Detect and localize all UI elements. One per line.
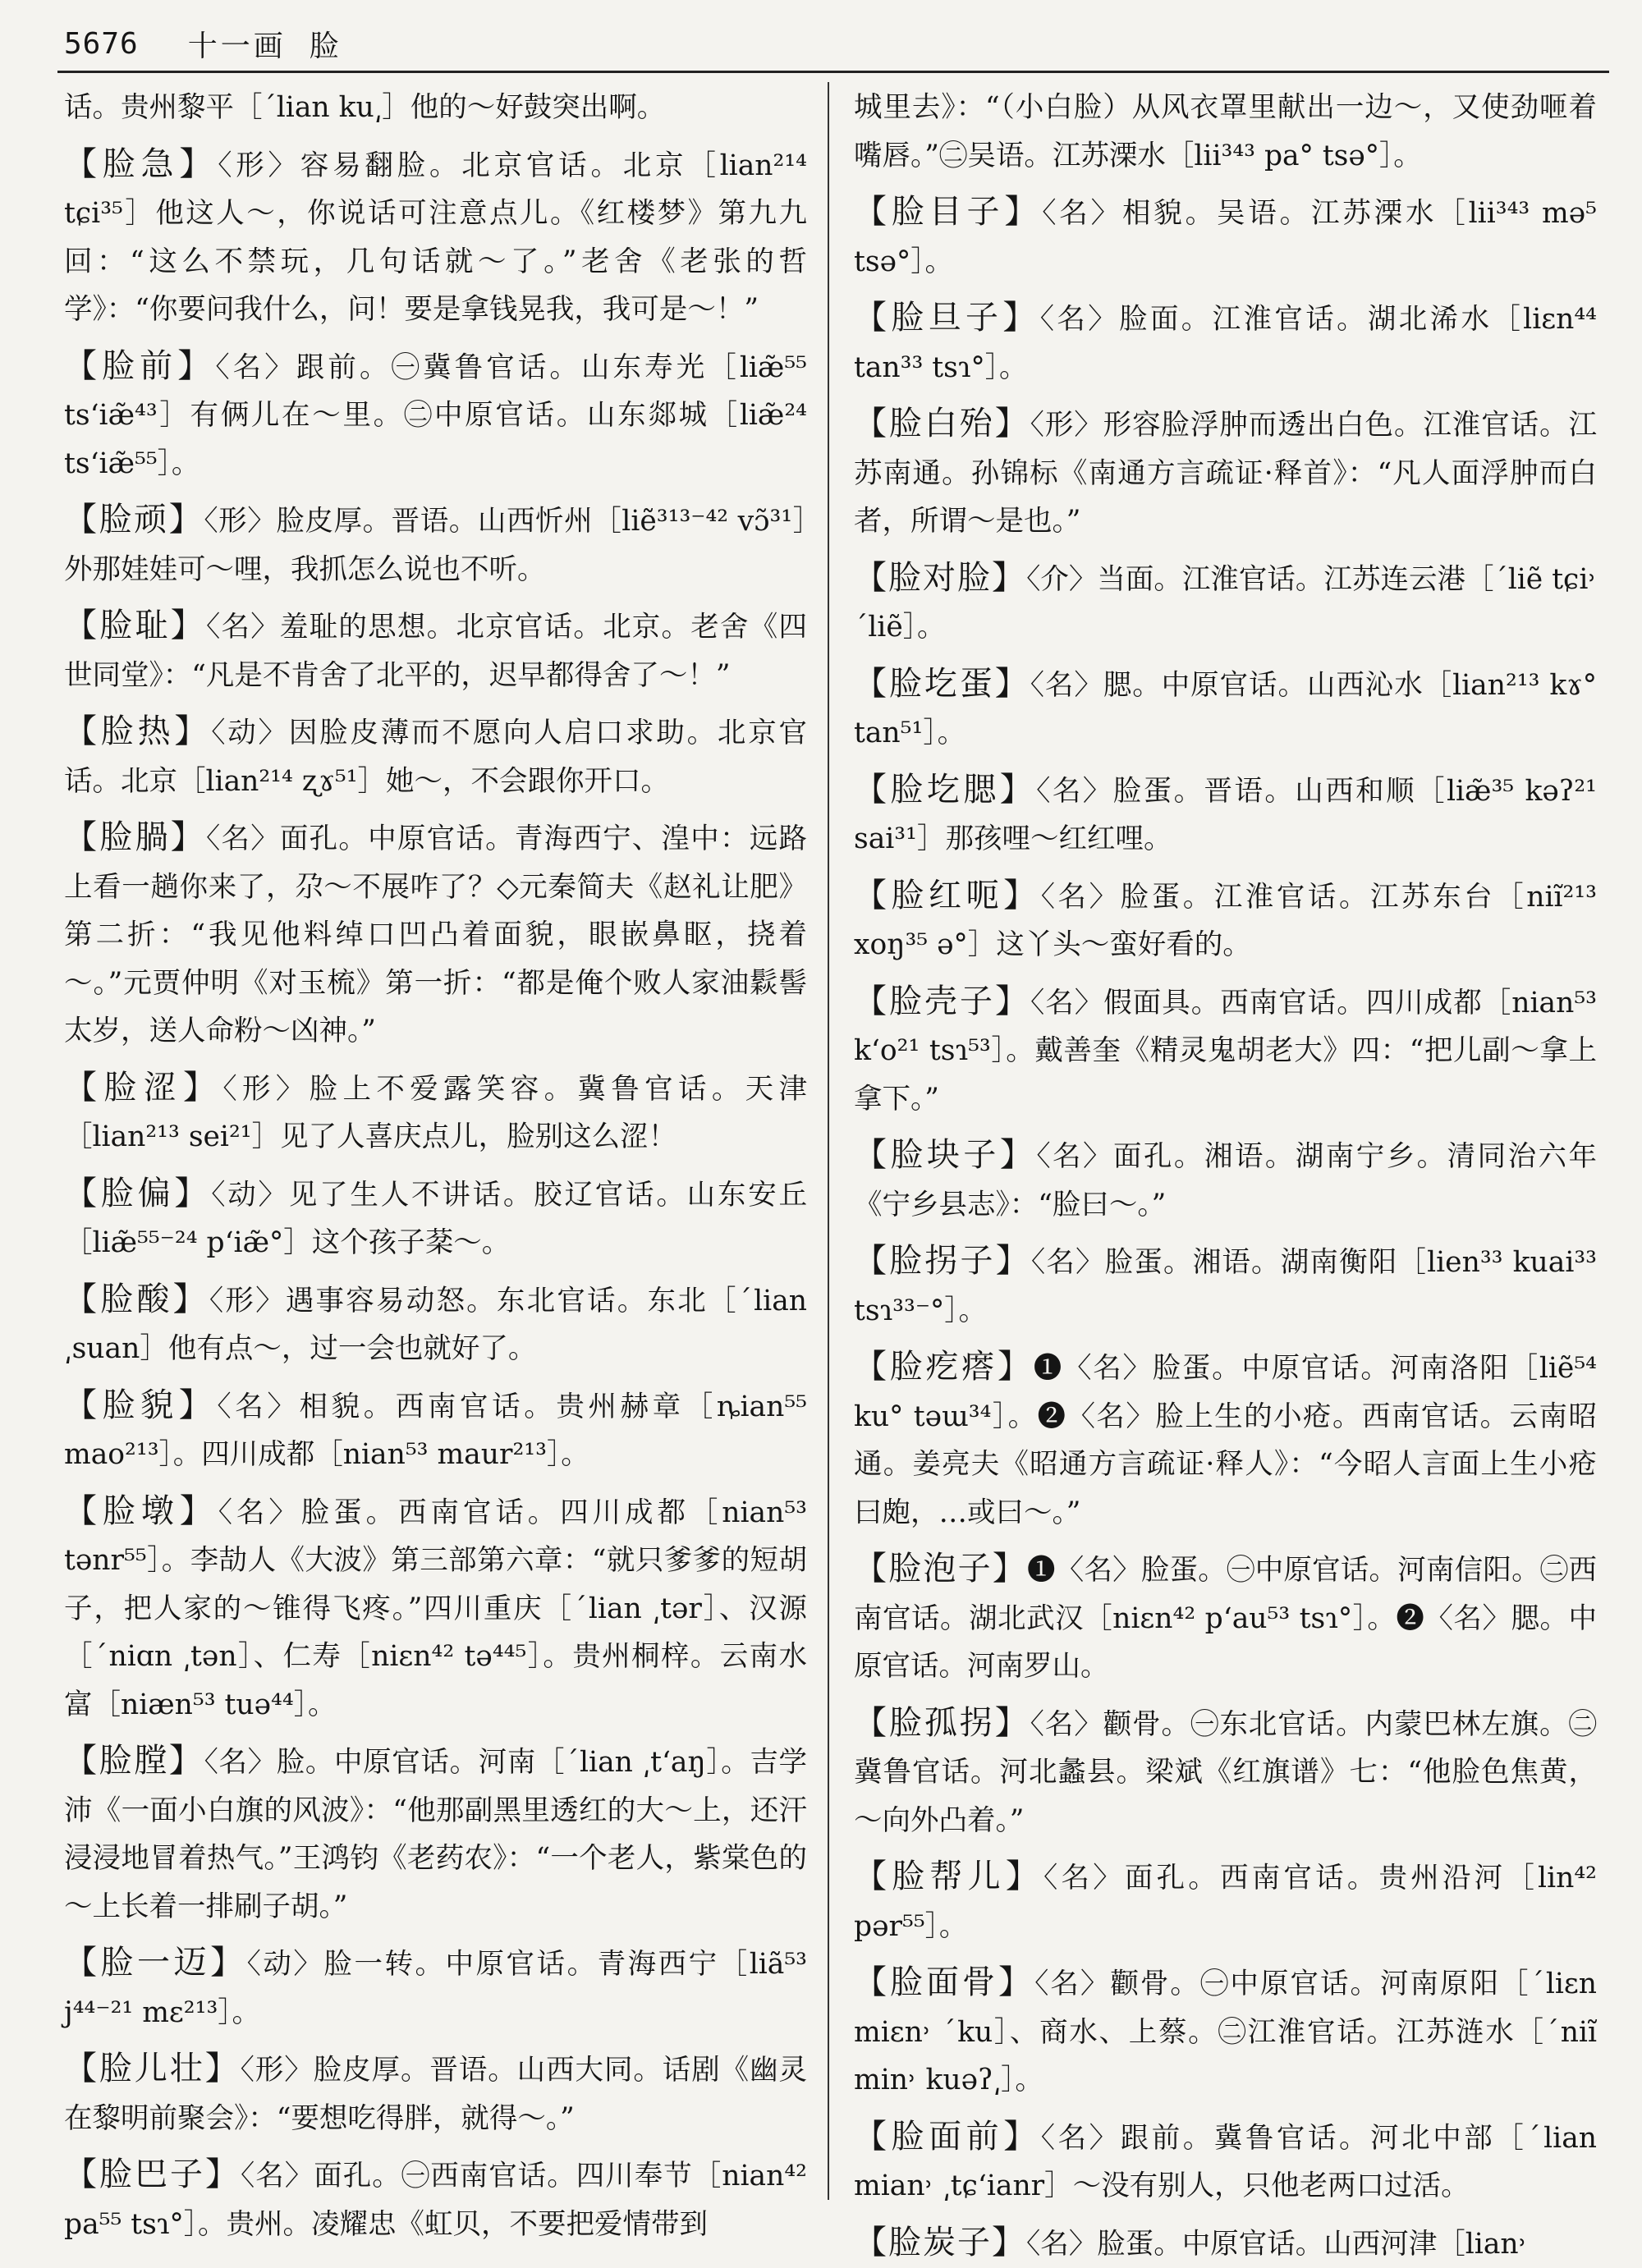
- entry-headword: 【脸拐子】: [854, 1242, 1031, 1280]
- entry-definition: 〈名〉跟前。㊀冀鲁官话。山东寿光［liæ̃⁵⁵ ts‘iæ̃⁴³］有俩儿在～里。㊁中原官话。山东郯城［liæ̃²⁴ ts‘iæ̃⁵⁵］。: [64, 351, 807, 480]
- entry-definition: 〈动〉见了生人不讲话。胶辽官话。山东安丘［liæ̃⁵⁵⁻²⁴ p‘iæ̃°］这个孩子棻～。: [64, 1179, 807, 1260]
- dictionary-entry: [854, 660, 1597, 758]
- entry-headword: 【脸炭子】: [854, 2224, 1026, 2261]
- right-column: [854, 82, 1597, 2208]
- entry-headword: 【脸貌】: [64, 1386, 217, 1424]
- dictionary-entry: [854, 1343, 1597, 1537]
- column-divider: [828, 82, 829, 2200]
- entry-headword: 【脸帮儿】: [854, 1858, 1043, 1895]
- entry-definition: 〈名〉相貌。吴语。江苏溧水［lii³⁴³ mə⁵ tsə°］。: [854, 197, 1597, 278]
- entry-definition: 话。贵州黎平［ˊlian ku͵］他的～好鼓突出啊。: [64, 91, 665, 124]
- entry-definition: 〈形〉形容脸浮肿而透出白色。江淮官话。江苏南通。孙锦标《南通方言疏证·释首》：“凡人面浮肿而白者，所谓～是也。”: [854, 409, 1597, 538]
- entry-headword: 【脸目子】: [854, 193, 1042, 231]
- dictionary-entry: [64, 2045, 807, 2142]
- entry-definition: 〈介〉当面。江淮官话。江苏连云港［ˊliẽ tɕi˒ ˊliẽ］。: [854, 563, 1597, 644]
- dictionary-entry: [854, 2219, 1597, 2268]
- entry-headword: 【脸壳子】: [854, 983, 1030, 1020]
- dictionary-entry: [854, 294, 1597, 392]
- dictionary-entry: [854, 1545, 1597, 1691]
- page-number: 5676: [64, 27, 139, 61]
- entry-headword: 【脸偏】: [64, 1175, 211, 1212]
- entry-definition: 〈名〉脸蛋。晋语。山西和顺［liæ̃³⁵ kəʔ²¹ sai³¹］那孩哩～红红哩。: [854, 775, 1597, 856]
- entry-definition: 〈名〉脸面。江淮官话。湖北浠水［liɛn⁴⁴ tan³³ tsɿ°］。: [854, 303, 1597, 384]
- entry-definition: 〈名〉颧骨。㊀东北官话。内蒙巴林左旗。㊁冀鲁官话。河北蠡县。梁斌《红旗谱》七：“他脸色焦黄，～向外凸着。”: [854, 1708, 1597, 1837]
- dictionary-entry: [64, 1737, 807, 1931]
- entry-definition: 〈动〉因脸皮薄而不愿向人启口求助。北京官话。北京［lian²¹⁴ ʐɤ⁵¹］她～，不会跟你开口。: [64, 717, 807, 798]
- entry-definition: 〈名〉腮。中原官话。山西沁水［lian²¹³ kɤ° tan⁵¹］。: [854, 669, 1597, 750]
- dictionary-entry: [854, 2113, 1597, 2211]
- entry-definition: 〈名〉脸蛋。湘语。湖南衡阳［lien³³ kuai³³ tsɿ³³⁻°］。: [854, 1246, 1597, 1327]
- entry-headword: 【脸圪蛋】: [854, 665, 1030, 703]
- dictionary-entry: [854, 978, 1597, 1124]
- entry-definition: 〈名〉颧骨。㊀中原官话。河南原阳［ˊliɛn miɛn˒ ˊku］、商水、上蔡。㊁江淮官话。江苏涟水［ˊniĩ min˒ kuəʔ͵］。: [854, 1968, 1597, 2096]
- entry-definition: 〈名〉面孔。㊀西南官话。四川奉节［nian⁴² pa⁵⁵ tsɿ°］。贵州。凌耀忠《虹贝，不要把爱情带到: [64, 2160, 807, 2241]
- entry-headword: 【脸儿壮】: [64, 2050, 241, 2087]
- entry-headword: 【脸急】: [64, 145, 218, 183]
- entry-headword: 【脸疙瘩】: [854, 1348, 1034, 1386]
- entry-definition: 〈名〉脸蛋。江淮官话。江苏东台［niĩ²¹³ xoŋ³⁵ ə°］这丫头～蛮好看的。: [854, 881, 1597, 962]
- dictionary-entry: [854, 1237, 1597, 1335]
- entry-definition: 〈形〉脸上不爱露笑容。冀鲁官话。天津［lian²¹³ sei²¹］见了人喜庆点儿，脸别这么涩！: [64, 1073, 807, 1154]
- dictionary-entry: [64, 1276, 807, 1373]
- entry-headword: 【脸孤拐】: [854, 1704, 1030, 1742]
- entry-headword: 【脸墩】: [64, 1492, 218, 1530]
- dictionary-entry: [64, 496, 807, 593]
- dictionary-entry: [64, 140, 807, 334]
- entry-headword: 【脸泡子】: [854, 1550, 1027, 1588]
- entry-definition: ❶〈名〉脸蛋。中原官话。河南洛阳［liẽ⁵⁴ ku° təɯ³⁴］。❷〈名〉脸上生的小疮。西南官话。云南昭通。姜亮夫《昭通方言疏证·释人》：“今昭人言面上生小疮曰皰，…或曰～。”: [854, 1352, 1597, 1529]
- entry-headword: 【脸腡】: [64, 818, 206, 856]
- entry-definition: 〈形〉脸皮厚。晋语。山西忻州［liẽ³¹³⁻⁴² vɔ̃³¹］外那娃娃可～哩，我抓怎么说也不听。: [64, 505, 807, 586]
- page-header: [64, 18, 1608, 69]
- dictionary-entry: [64, 1381, 807, 1479]
- dictionary-entry: [854, 1131, 1597, 1229]
- entry-headword: 【脸耻】: [64, 607, 206, 644]
- dictionary-entry: [854, 1853, 1597, 1950]
- header-rule: [57, 71, 1609, 73]
- entry-definition: 〈形〉脸皮厚。晋语。山西大同。话剧《幽灵在黎明前聚会》：“要想吃得胖，就得～。”: [64, 2054, 807, 2135]
- entry-definition: 〈名〉假面具。西南官话。四川成都［nian⁵³ k‘o²¹ tsɿ⁵³］。戴善奎《精灵鬼胡老大》四：“把儿副～拿上拿下。”: [854, 987, 1597, 1116]
- dictionary-entry: [854, 1959, 1597, 2105]
- dictionary-entry: [854, 400, 1597, 546]
- entry-headword: 【脸旦子】: [854, 299, 1040, 337]
- dictionary-entry: [854, 872, 1597, 969]
- dictionary-entry: [64, 602, 807, 699]
- dictionary-entry: [64, 708, 807, 805]
- dictionary-entry: [64, 813, 807, 1056]
- entry-headword: 【脸白殆】: [854, 405, 1030, 442]
- entry-definition: 〈名〉面孔。西南官话。贵州沿河［lin⁴² pər⁵⁵］。: [854, 1862, 1597, 1943]
- entry-headword: 【脸巴子】: [64, 2156, 241, 2193]
- dictionary-entry: [854, 1699, 1597, 1845]
- dictionary-entry: [64, 2151, 807, 2248]
- entry-definition: 〈名〉脸蛋。西南官话。四川成都［nian⁵³ tənr⁵⁵］。李劼人《大波》第三部第六章：“就只爹爹的短胡子，把人家的～锥得飞疼。”四川重庆［ˊlian ͵tər］、汉源［ˊniɑn ͵tən］、仁寿［niɛn⁴² tə⁴⁴⁵］。贵州桐梓。云南水富［niæn⁵³ tuə⁴⁴］。: [64, 1496, 807, 1721]
- entry-headword: 【脸红呃】: [854, 877, 1041, 914]
- dictionary-entry: [64, 1064, 807, 1161]
- entry-headword: 【脸块子】: [854, 1136, 1036, 1174]
- entry-headword: 【脸膛】: [64, 1742, 204, 1780]
- entry-headword: 【脸热】: [64, 712, 211, 750]
- entry-definition: 〈名〉面孔。湘语。湖南宁乡。清同治六年《宁乡县志》：“脸曰～。”: [854, 1140, 1597, 1221]
- dictionary-entry: [854, 766, 1597, 864]
- entry-definition: 〈名〉羞耻的思想。北京官话。北京。老舍《四世同堂》：“凡是不肯舍了北平的，迟早都得舍了～！”: [64, 611, 807, 692]
- radical-character: 脸: [310, 23, 339, 65]
- dictionary-entry: [854, 188, 1597, 286]
- entry-definition: 〈动〉脸一转。中原官话。青海西宁［liã⁵³ j⁴⁴⁻²¹ mɛ²¹³］。: [64, 1948, 807, 2029]
- dictionary-entry: [64, 1487, 807, 1730]
- entry-definition: 〈名〉相貌。西南官话。贵州赫章［ȵian⁵⁵ mao²¹³］。四川成都［nian⁵³ maur²¹³］。: [64, 1391, 807, 1472]
- entry-headword: 【脸一迈】: [64, 1944, 247, 1982]
- entry-headword: 【脸面前】: [854, 2118, 1041, 2156]
- entry-headword: 【脸对脸】: [854, 559, 1026, 597]
- entry-definition: 城里去》：“（小白脸）从风衣罩里献出一边～，又使劲咂着嘴唇。”㊁吴语。江苏溧水［lii³⁴³ pa° tsə°］。: [854, 91, 1597, 172]
- entry-headword: 【脸顽】: [64, 501, 204, 538]
- stroke-section: 十一画: [188, 23, 287, 65]
- entry-definition: 〈名〉脸。中原官话。河南［ˊlian ͵t‘aŋ］。吉学沛《一面小白旗的风波》：“他那副黑里透红的大～上，还汗浸浸地冒着热气。”王鸿钧《老药农》：“一个老人，紫棠色的～上长着一排刷子胡。”: [64, 1746, 807, 1923]
- entry-definition: 〈名〉跟前。冀鲁官话。河北中部［ˊlian mian˒ ͵tɕ‘ianr］～没有别人，只他老两口过活。: [854, 2122, 1597, 2203]
- dictionary-entry: [854, 554, 1597, 652]
- entry-definition: ❶〈名〉脸蛋。㊀中原官话。河南信阳。㊁西南官话。湖北武汉［niɛn⁴² p‘au⁵³ tsɿ°］。❷〈名〉腮。中原官话。河南罗山。: [854, 1554, 1597, 1683]
- dictionary-entry: [64, 1939, 807, 2037]
- entry-headword: 【脸前】: [64, 347, 215, 385]
- entry-headword: 【脸酸】: [64, 1281, 209, 1318]
- entry-definition: 〈形〉容易翻脸。北京官话。北京［lian²¹⁴ tɕi³⁵］他这人～，你说话可注意点儿。《红楼梦》第九九回：“这么不禁玩，几句话就～了。”老舍《老张的哲学》：“你要问我什么，问！要是拿钱晃我，我可是～！”: [64, 149, 807, 327]
- entry-headword: 【脸圪腮】: [854, 771, 1036, 809]
- dictionary-entry: [64, 342, 807, 488]
- dictionary-entry: [64, 82, 807, 132]
- entry-definition: 〈形〉遇事容易动怒。东北官话。东北［ˊlian ͵suan］他有点～，过一会也就好了。: [64, 1285, 807, 1366]
- dictionary-entry: [854, 82, 1597, 180]
- entry-definition: 〈名〉脸蛋。中原官话。山西河津［lian˒: [1026, 2228, 1527, 2261]
- entry-headword: 【脸涩】: [64, 1069, 222, 1107]
- entry-headword: 【脸面骨】: [854, 1963, 1034, 2001]
- left-column: [64, 82, 807, 2208]
- entry-definition: 〈名〉面孔。中原官话。青海西宁、湟中：远路上看一趟你来了，尕～不展咋了？◇元秦简夫《赵礼让肥》第二折：“我见他料绰口凹凸着面貌，眼嵌鼻眍，挠着～。”元贾仲明《对玉梳》第一折：“都是俺个败人家油鬏髻太岁，送人命粉～凶神。”: [64, 822, 807, 1047]
- dictionary-entry: [64, 1170, 807, 1267]
